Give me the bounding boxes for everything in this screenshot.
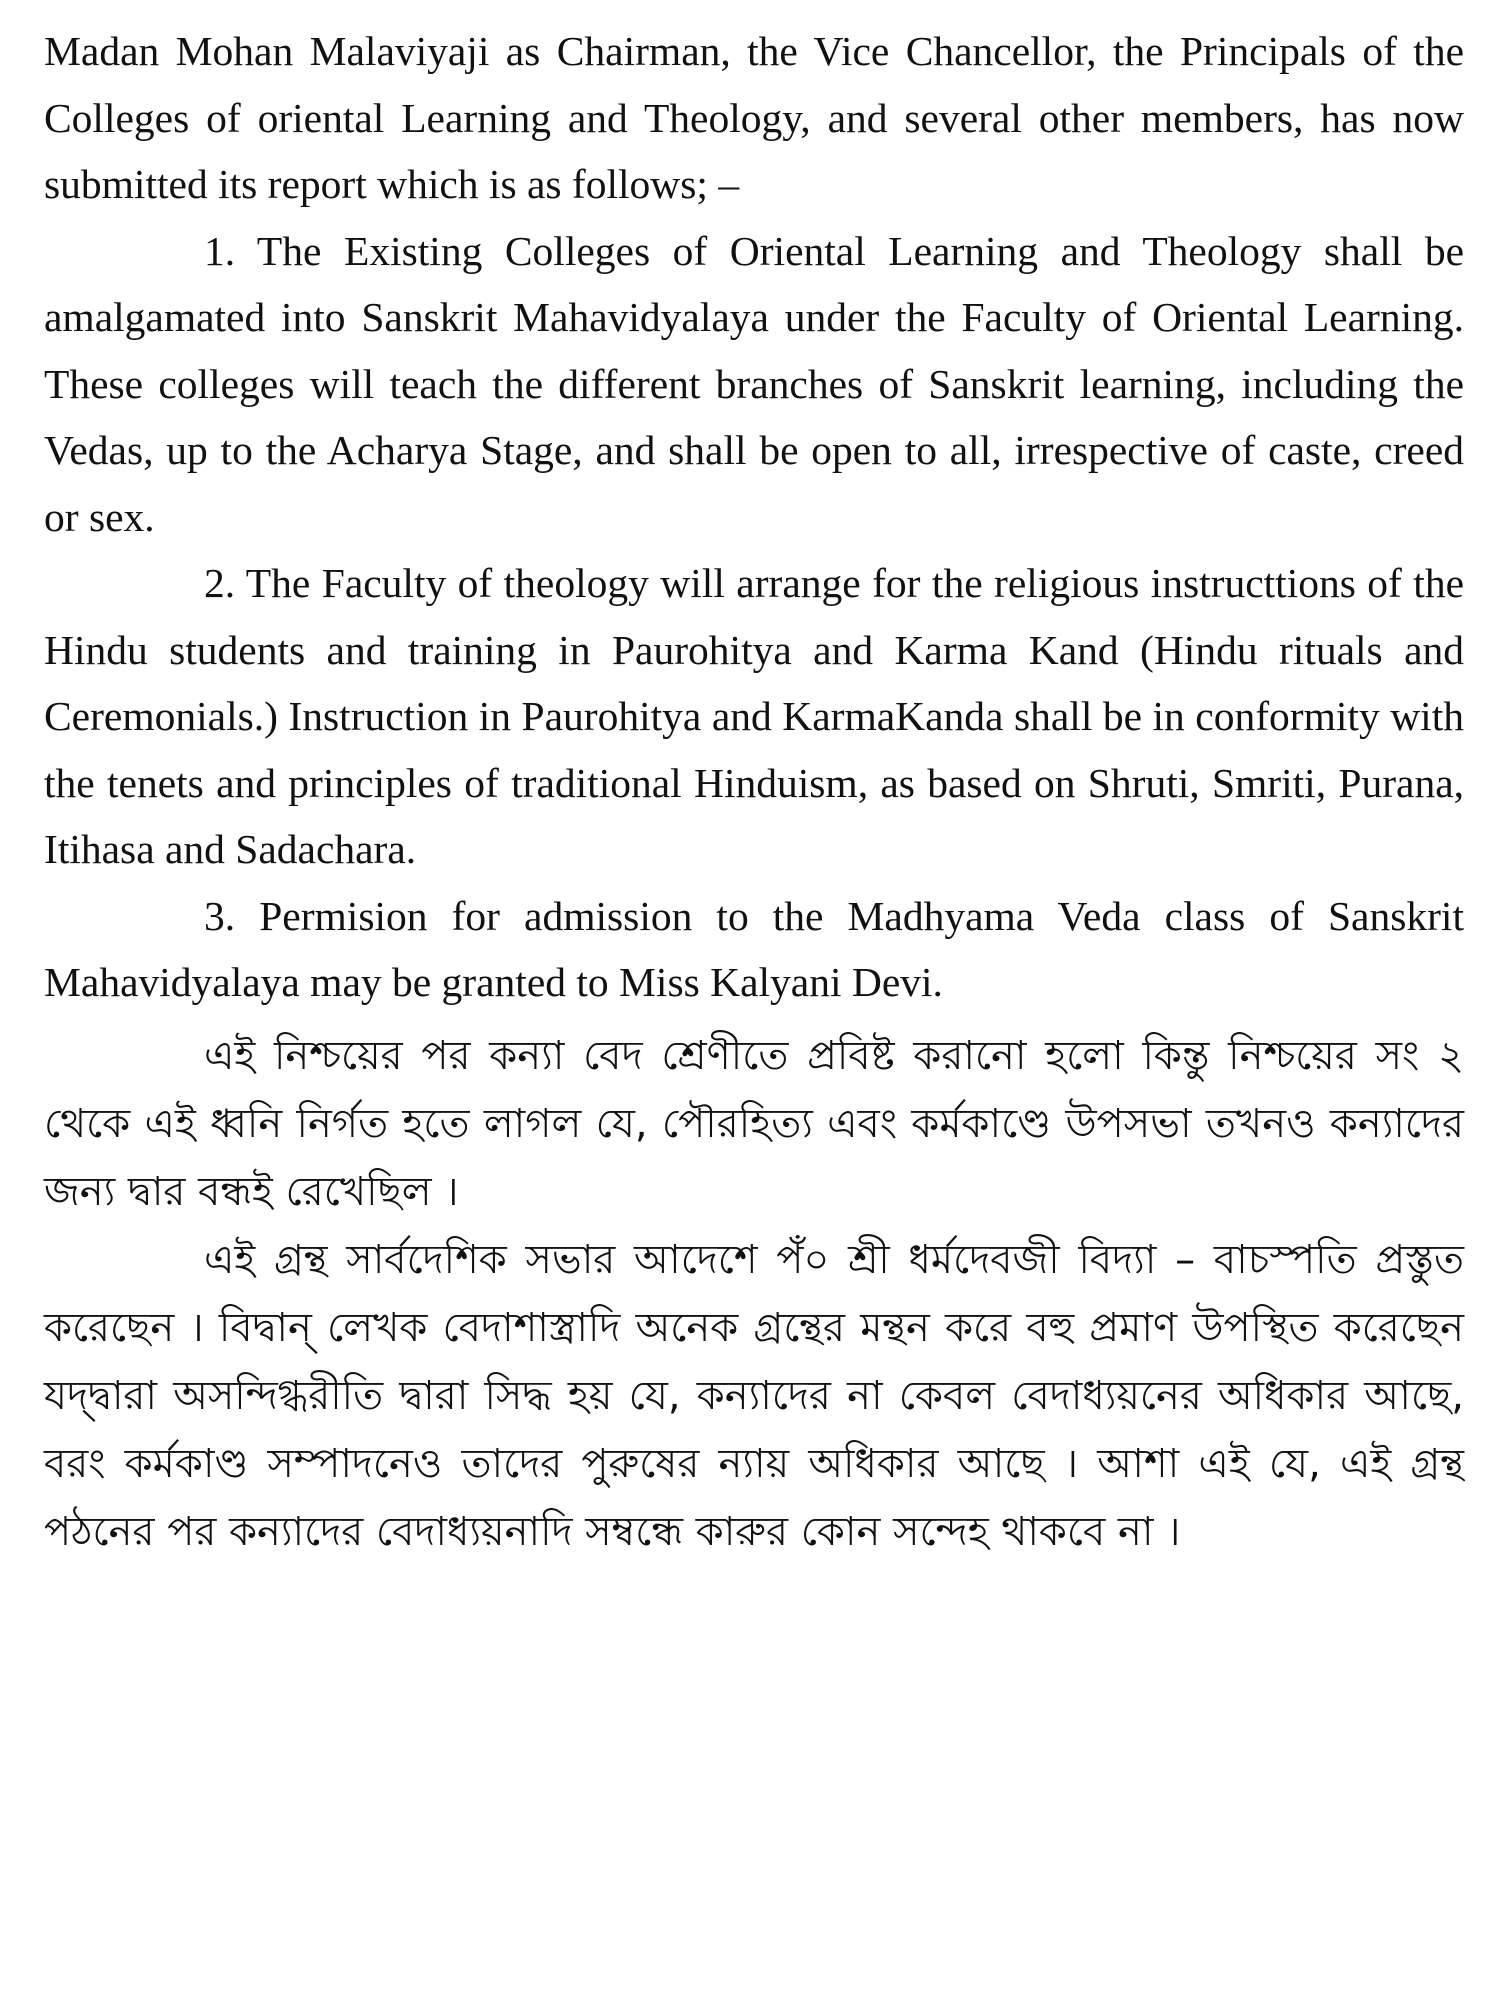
bengali-paragraph-1: এই নিশ্চয়ের পর কন্যা বেদ শ্রেণীতে প্রবিষ্ট করানো হলো কিন্তু নিশ্চয়ের সং ২ থেকে এই ধ্বনি নির্গত হতে লাগল যে, পৌরহিত্য এবং কর্মকাণ্ডে উপসভা তখনও কন্যাদের জন্য দ্বার বন্ধই রেখেছিল । [44, 1032, 1464, 1215]
report-item-2: 2. The Faculty of theology will arrange for the religious instructtions of the Hindu students and training in Paurohitya and Karma Kand (Hindu rituals and Ceremonials.) Instruction in Paurohitya and KarmaKanda shall be in conformity with the tenets and principles of traditional Hinduism, as based on Shruti, Smriti, Purana, Itihasa and Sadachara. [44, 560, 1464, 872]
document-page [44, 18, 1464, 1978]
bengali-paragraph-2: এই গ্রন্থ সার্বদেশিক সভার আদেশে পঁ০ শ্রী ধর্মদেবজী বিদ্যা – বাচস্পতি প্রস্তুত করেছেন । বিদ্বান্ লেখক বেদাশাস্ত্রাদি অনেক গ্রন্থের মন্থন করে বহু প্রমাণ উপস্থিত করেছেন যদ্দ্বারা অসন্দিগ্ধরীতি দ্বারা সিদ্ধ হয় যে, কন্যাদের না কেবল বেদাধ্যয়নের অধিকার আছে, বরং কর্মকাণ্ড সম্পাদনেও তাদের পুরুষের ন্যায় অধিকার আছে । আশা এই যে, এই গ্রন্থ পঠনের পর কন্যাদের বেদাধ্যয়নাদি সম্বন্ধে কারুর কোন সন্দেহ থাকবে না । [44, 1236, 1464, 1555]
intro-paragraph: Madan Mohan Malaviyaji as Chairman, the Vice Chancellor, the Principals of the Colleges of oriental Learning and Theology, and several other members, has now submitted its report which is as follows; – [44, 28, 1464, 207]
report-item-1: 1. The Existing Colleges of Oriental Learning and Theology shall be amalgamated into Sanskrit Mahavidyalaya under the Faculty of Oriental Learning. These colleges will teach the different branches of Sanskrit learning, including the Vedas, up to the Acharya Stage, and shall be open to all, irrespective of caste, creed or sex. [44, 227, 1464, 540]
report-item-3: 3. Permision for admission to the Madhyama Veda class of Sanskrit Mahavidyalaya may be granted to Miss Kalyani Devi. [44, 892, 1464, 1005]
